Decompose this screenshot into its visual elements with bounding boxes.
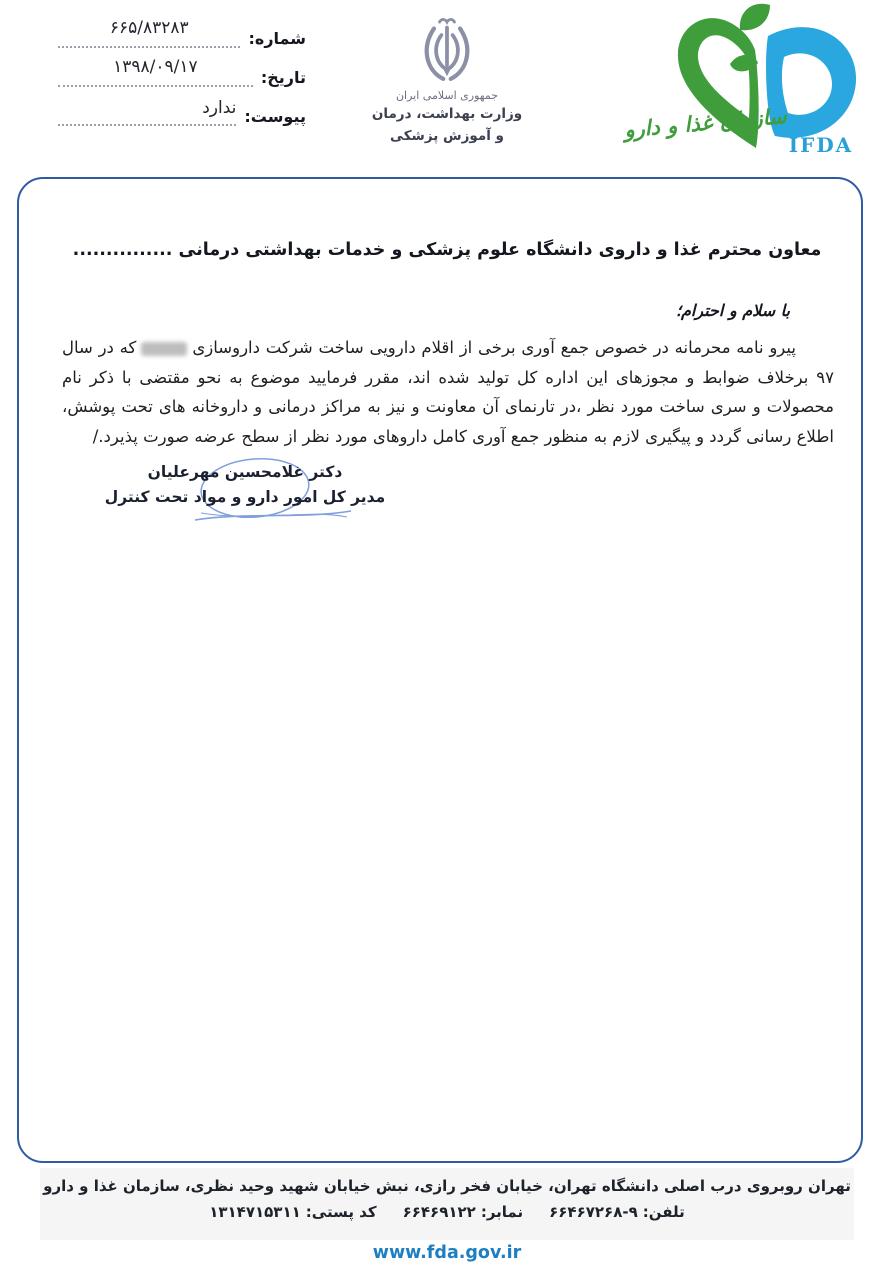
letter-border-frame bbox=[17, 177, 863, 1163]
signature-block bbox=[95, 452, 395, 552]
letter-attachment-row bbox=[58, 100, 306, 126]
postal-code-value: ۱۳۱۴۷۱۵۳۱۱ bbox=[209, 1203, 301, 1221]
letter-date-label: تاریخ: bbox=[260, 68, 306, 87]
ministry-header bbox=[330, 14, 564, 147]
ifda-logo bbox=[618, 0, 890, 164]
letter-attachment-line bbox=[58, 100, 236, 126]
letter-number-value: ۶۶۵/۸۳۲۸۳ bbox=[109, 18, 189, 38]
ifda-logo-icon bbox=[618, 0, 890, 164]
recipient-title: معاون محترم غذا و داروی دانشگاه علوم پزشکی و خدمات بهداشتی درمانی ............... bbox=[72, 240, 822, 260]
body-text-after-redaction: که در سال ۹۷ برخلاف ضوابط و مجوزهای این اداره کل تولید شده اند، مقرر فرمایید موضوع به نحو مقتضی با ذکر نام محصولات و سری ساخت مورد نظر ،در تارنمای آن معاونت و نیز به مراکز درمانی و داروخانه های تحت پوشش، اطلاع رسانی گردد و پیگیری لازم به منظور جمع آوری کامل داروهای مورد نظر از سطح عرضه صورت پذیرد./ bbox=[62, 338, 834, 446]
signatory-title: مدیر کل امور دارو و مواد تحت کنترل bbox=[104, 488, 386, 506]
letter-number-line bbox=[58, 18, 240, 48]
ifda-persian-name: سازمان غذا و دارو bbox=[623, 103, 788, 143]
postal-code-label: کد پستی: bbox=[305, 1203, 377, 1221]
letter-date-row bbox=[58, 57, 306, 87]
letter-number-row bbox=[58, 18, 306, 48]
footer-contacts bbox=[40, 1203, 854, 1221]
letter-body bbox=[62, 333, 834, 451]
salutation: با سلام و احترام؛ bbox=[675, 301, 790, 320]
fax-label: نمابر: bbox=[480, 1203, 524, 1221]
iran-emblem-icon bbox=[419, 14, 475, 86]
ministry-name-line2: و آموزش پزشکی bbox=[390, 128, 504, 145]
letter-date-line bbox=[58, 57, 253, 87]
body-text-before-redaction: پیرو نامه محرمانه در خصوص جمع آوری برخی از اقلام دارویی ساخت شرکت داروسازی bbox=[192, 338, 796, 357]
phone-label: تلفن: bbox=[642, 1203, 685, 1221]
country-name: جمهوری اسلامی ایران bbox=[395, 89, 499, 102]
letter-number-label: شماره: bbox=[248, 29, 306, 48]
phone-item bbox=[549, 1203, 685, 1221]
letter-attachment-value: ندارد bbox=[202, 98, 237, 118]
phone-value: ۶۶۴۶۷۲۶۸-۹ bbox=[549, 1203, 638, 1221]
reference-block bbox=[58, 18, 306, 139]
letter-date-value: ۱۳۹۸/۰۹/۱۷ bbox=[113, 57, 198, 77]
signatory-name: دکتر غلامحسین مهرعلیان bbox=[147, 463, 343, 481]
redacted-company-name bbox=[141, 342, 187, 356]
website-link[interactable]: www.fda.gov.ir bbox=[372, 1243, 522, 1263]
ministry-name-line1: وزارت بهداشت، درمان bbox=[371, 106, 523, 122]
footer-address: تهران روبروی درب اصلی دانشگاه تهران، خیابان فخر رازی، نبش خیابان شهید وحید نظری، سازمان غذا و دارو bbox=[43, 1177, 851, 1195]
fax-item bbox=[403, 1203, 524, 1221]
ifda-acronym: IFDA bbox=[788, 133, 854, 157]
letter-attachment-label: پیوست: bbox=[244, 107, 306, 126]
fax-value: ۶۶۴۶۹۱۲۲ bbox=[402, 1203, 476, 1221]
footer bbox=[40, 1168, 854, 1240]
postal-code-item bbox=[209, 1203, 376, 1221]
